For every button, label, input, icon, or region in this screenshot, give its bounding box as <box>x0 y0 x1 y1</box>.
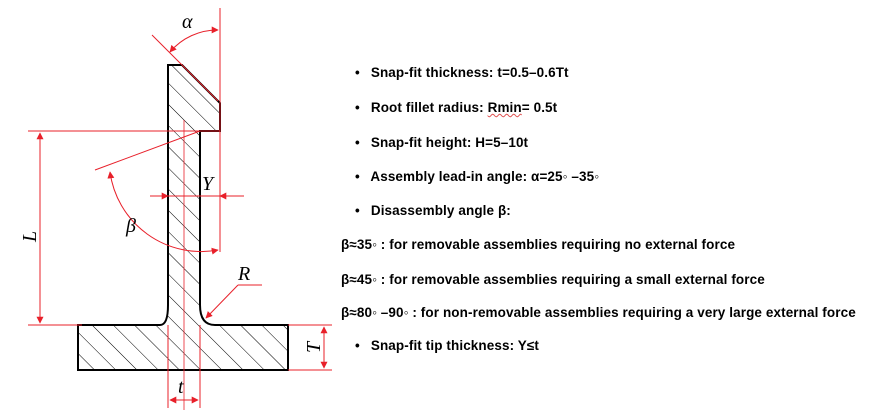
note-beta45 <box>341 272 765 287</box>
note-fillet-symbol: Rmin <box>487 100 522 115</box>
note-beta80-text: β≈80◦ –90◦ : for non-removable assemblies requiring a very large external force <box>341 305 856 320</box>
note-beta35 <box>341 237 735 252</box>
note-disassembly <box>355 203 511 218</box>
note-fillet-suffix: = 0.5t <box>521 100 558 115</box>
note-beta80 <box>341 305 856 320</box>
note-height <box>355 135 528 150</box>
note-height-text: Snap-fit height: H=5–10t <box>370 135 529 150</box>
note-disassembly-text: Disassembly angle β: <box>370 203 511 218</box>
note-tip-text: Snap-fit tip thickness: Y≤t <box>370 338 539 353</box>
note-fillet <box>355 100 557 115</box>
note-leadin <box>355 169 599 184</box>
note-thickness-text: Snap-fit thickness: t=0.5–0.6Tt <box>370 65 569 80</box>
note-tip <box>355 338 539 353</box>
note-leadin-text: Assembly lead-in angle: α=25◦ –35◦ <box>370 169 600 184</box>
Y-label: Y <box>202 173 214 195</box>
t-label: t <box>178 376 184 398</box>
L-label: L <box>19 230 41 242</box>
note-thickness <box>355 65 569 80</box>
note-beta45-text: β≈45◦ : for removable assemblies requiring a small external force <box>341 272 765 287</box>
note-fillet-prefix: Root fillet radius: <box>370 100 488 115</box>
T-label: T <box>303 341 325 353</box>
beta-label: β <box>126 215 136 237</box>
R-label: R <box>238 263 251 285</box>
note-beta35-text: β≈35◦ : for removable assemblies requiring no external force <box>341 237 736 252</box>
alpha-label: α <box>182 11 193 33</box>
